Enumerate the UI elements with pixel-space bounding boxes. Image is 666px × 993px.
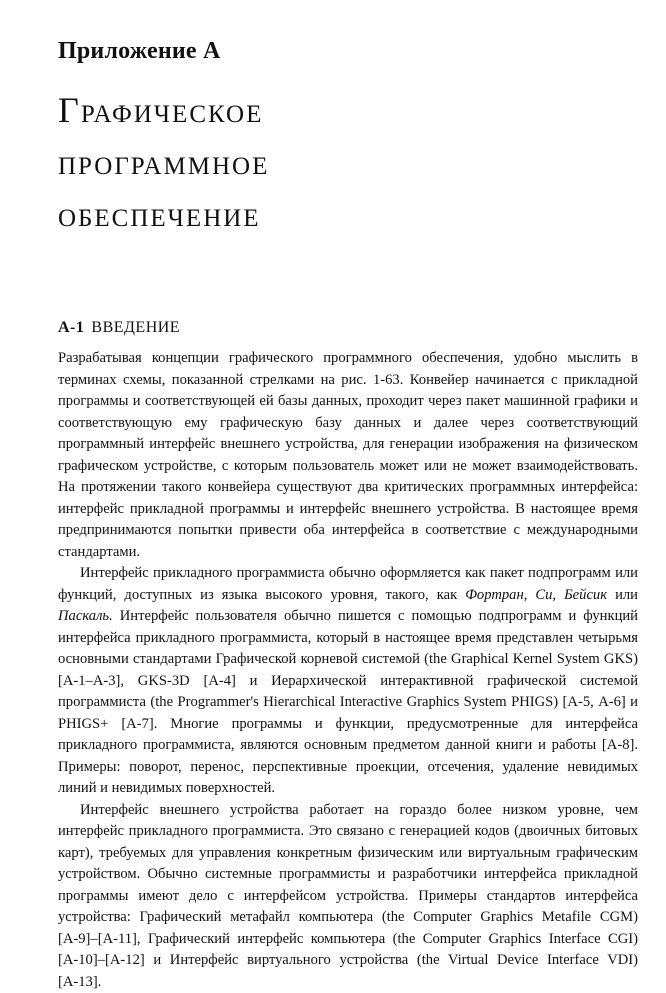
paragraph-3: Интерфейс внешнего устройства работает на гораздо более низком уровне, чем интерфейс прикладного программиста. Это связано с генерацией кодов (двоичных битовых карт), требуемых для управления конкретным физическим или виртуальным графическим устройством. Обычно системные программисты и разработчики интерфейса прикладной программы имеют дело с интерфейсом устройства. Примеры стандартов интерфейса устройства: Графический метафайл компьютера (the Computer Graphics Metafile CGM) [А-9]–[А-11], Графический интерфейс компьютера (the Computer Graphics Interface CGI) [А-10]–[А-12] и Интерфейс виртуального устройства (the Virtual Device Interface VDI) [А-13]. bbox=[58, 800, 638, 993]
paragraph-2-part-3: Интерфейс пользователя обычно пишется с помощью подпрограмм и функций интерфейса прикладного программиста, который в настоящее время представлен четырьмя основными стандартами Графической корневой системой (the Graphical Kernel System GKS) [А-1–А-3], GKS-3D [А-4] и Иерархической интерактивной графической системой программиста (the Programmer's Hierarchical Interactive Graphics System PHIGS) [А-5, А-6] и PHIGS+ [А-7]. Многие программы и функции, предусмотренные для интерфейса прикладного программиста, являются основным предметом данной книги и работы [А-8]. Примеры: поворот, перенос, перспективные проекции, отсечения, удаление невидимых линий и невидимых поверхностей. bbox=[58, 608, 638, 796]
paragraph-2-languages-2: Паскаль. bbox=[58, 608, 113, 624]
section-number: А-1 bbox=[58, 319, 84, 336]
section-title: ВВЕДЕНИЕ bbox=[91, 319, 180, 336]
paragraph-2-languages-1: Фортран, Си, Бейсик bbox=[465, 587, 607, 603]
paragraph-1: Разрабатывая концепции графического программного обеспечения, удобно мыслить в терминах схемы, показанной стрелками на рис. 1-63. Конвейер начинается с прикладной программы и соответствующей ей базы данных, проходит через пакет машинной графики и соответствующую ему графическую базу данных и далее через соответствующий программный интерфейс внешнего устройства, для генерации изображения на физическом графическом устройстве, с которым пользователь может или не может взаимодействовать. На протяжении такого конвейера существуют два критических программных интерфейса: интерфейс прикладной программы и интерфейс внешнего устройства. В настоящее время предпринимаются попытки привести оба интерфейса в соответствие с международными стандартами. bbox=[58, 348, 638, 563]
chapter-title-line-1: Графическое bbox=[58, 84, 638, 136]
body-text bbox=[58, 348, 638, 993]
chapter-title-line-2: программное bbox=[58, 136, 638, 188]
section-heading bbox=[58, 317, 638, 339]
chapter-title-line-3: обеспечение bbox=[58, 188, 638, 240]
paragraph-2 bbox=[58, 563, 638, 800]
chapter-title bbox=[58, 84, 638, 240]
book-page bbox=[58, 36, 638, 993]
paragraph-2-part-2: или bbox=[607, 587, 638, 603]
appendix-label: Приложение А bbox=[58, 36, 638, 66]
paragraph-2-part-1: Интерфейс прикладного программиста обычно оформляется как пакет подпрограмм или функций, доступных из языка высокого уровня, такого, как bbox=[58, 565, 638, 603]
